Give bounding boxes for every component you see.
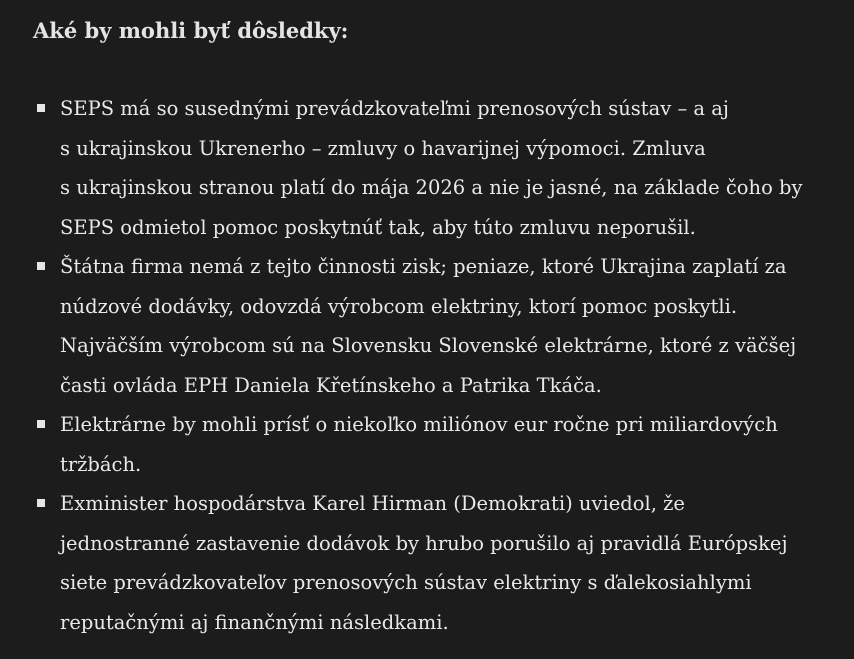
list-item-text-line: jednostranné zastavenie dodávok by hrubo porušilo aj pravidlá Európskej [60, 531, 788, 555]
list-item-text-line: Najväčším výrobcom sú na Slovensku Slovenské elektrárne, ktoré z väčšej [60, 334, 797, 357]
list-item [33, 405, 833, 484]
consequences-list [33, 89, 833, 642]
list-item-text-line: s ukrajinskou stranou platí do mája 2026 a nie je jasné, na základe čoho by [60, 176, 803, 199]
list-item-text-line: SEPS odmietol pomoc poskytnúť tak, aby túto zmluvu neporušil. [60, 215, 696, 239]
list-item [33, 89, 833, 247]
section-heading: Aké by mohli byť dôsledky: [33, 18, 349, 43]
list-item-text-line: reputačnými aj finančnými následkami. [60, 610, 449, 634]
list-item-text-line: Elektrárne by mohli prísť o niekoľko miliónov eur ročne pri miliardových [60, 413, 778, 436]
list-item-text-line: núdzové dodávky, odovzdá výrobcom elektriny, ktorí pomoc poskytli. [60, 294, 738, 318]
square-bullet-icon [37, 499, 45, 507]
list-item-text-line: tržbách. [60, 452, 142, 476]
list-item-text-line: s ukrajinskou Ukrenerho – zmluvy o havarijnej výpomoci. Zmluva [60, 136, 706, 160]
list-item-text-line: siete prevádzkovateľov prenosových sústav elektriny s ďalekosiahlymi [60, 571, 752, 594]
list-item-text-line: SEPS má so susednými prevádzkovateľmi prenosových sústav – a aj [60, 97, 729, 120]
square-bullet-icon [37, 420, 45, 428]
square-bullet-icon [37, 104, 45, 112]
list-item-text-line: Exminister hospodárstva Karel Hirman (Demokrati) uviedol, že [60, 492, 685, 515]
square-bullet-icon [37, 262, 45, 270]
list-item-text-line: Štátna firma nemá z tejto činnosti zisk; peniaze, ktoré Ukrajina zaplatí za [60, 255, 787, 278]
list-item [33, 247, 833, 405]
list-item [33, 484, 833, 642]
list-item-text-line: časti ovláda EPH Daniela Křetínskeho a Patrika Tkáča. [60, 373, 602, 397]
